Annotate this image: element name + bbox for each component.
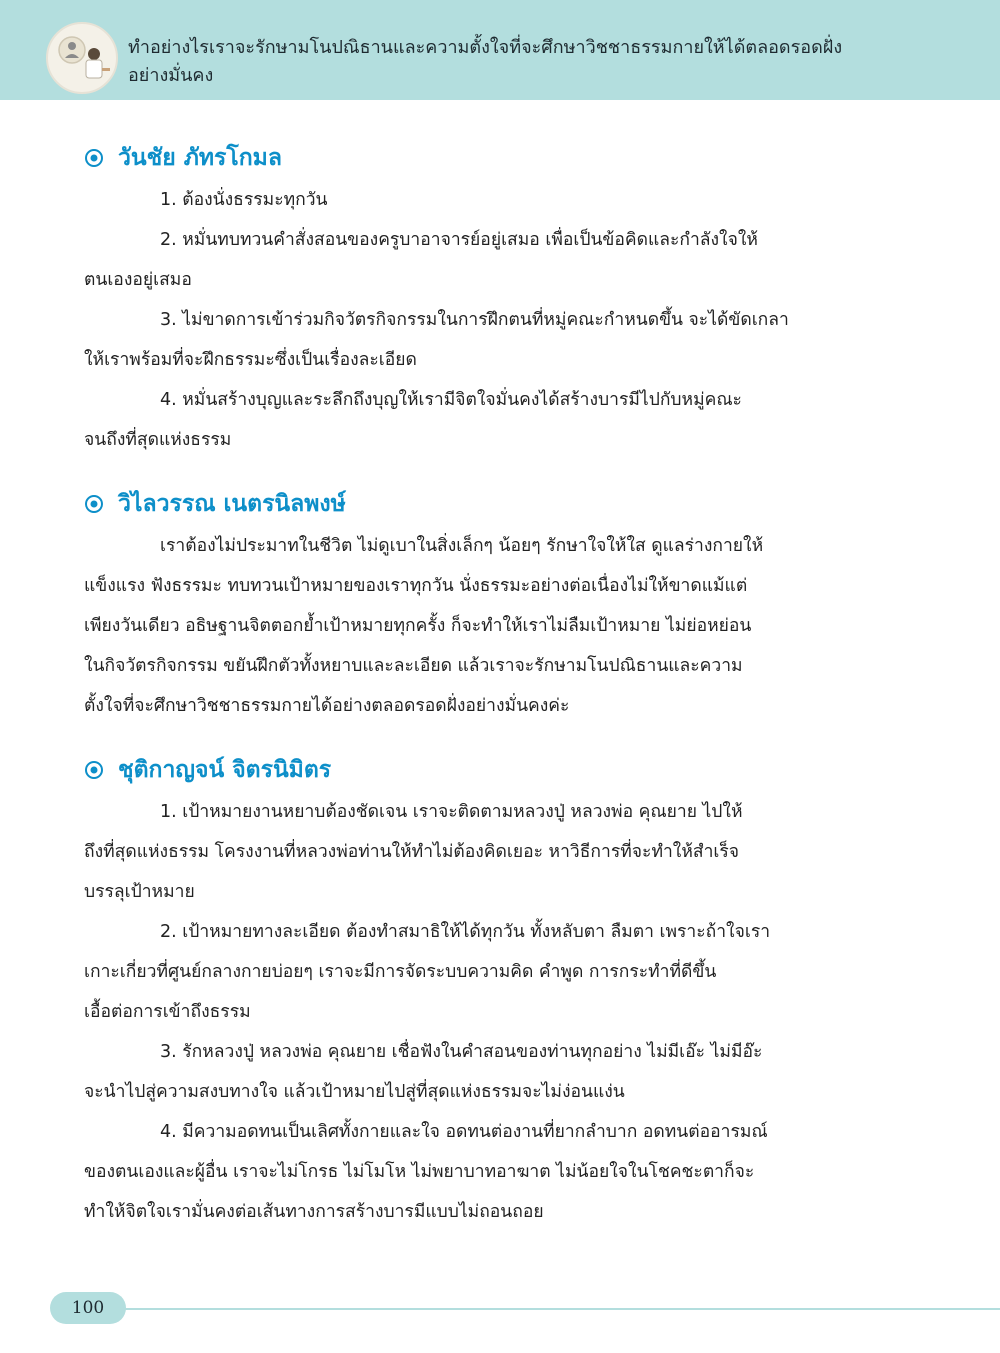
header-title-line-2: อย่างมั่นคง xyxy=(128,65,214,86)
page-number: 100 xyxy=(50,1292,126,1324)
paragraph xyxy=(84,1112,874,1232)
paragraph-line: บรรลุเป้าหมาย xyxy=(84,882,195,902)
paragraph-line: เกาะเกี่ยวที่ศูนย์กลางกายบ่อยๆ เราจะมีการจัดระบบความคิด คำพูด การกระทำที่ดีขึ้น xyxy=(84,962,717,982)
paragraph xyxy=(84,1032,874,1112)
page-content xyxy=(84,140,874,1258)
paragraph-line: ตนเองอยู่เสมอ xyxy=(84,270,192,290)
paragraph-line: 2. เป้าหมายทางละเอียด ต้องทำสมาธิให้ได้ทุกวัน ทั้งหลับตา ลืมตา เพราะถ้าใจเรา xyxy=(160,922,771,942)
section-heading xyxy=(84,140,874,176)
paragraph-line: แข็งแรง ฟังธรรมะ ทบทวนเป้าหมายของเราทุกวัน นั่งธรรมะอย่างต่อเนื่องไม่ให้ขาดแม้แต่ xyxy=(84,576,748,596)
section-1 xyxy=(84,140,874,460)
paragraph-line: เอื้อต่อการเข้าถึงธรรม xyxy=(84,1002,251,1022)
section-author-name: วิไลวรรณ เนตรนิลพงษ์ xyxy=(118,491,346,517)
section-heading xyxy=(84,752,874,788)
section-2 xyxy=(84,486,874,726)
paragraph-line: ให้เราพร้อมที่จะฝึกธรรมะซึ่งเป็นเรื่องละเอียด xyxy=(84,350,417,370)
paragraph-line: เพียงวันเดียว อธิษฐานจิตตอกย้ำเป้าหมายทุกครั้ง ก็จะทำให้เราไม่ลืมเป้าหมาย ไม่ย่อหย่อน xyxy=(84,616,752,636)
paragraph xyxy=(84,220,874,300)
paragraph-line: ถึงที่สุดแห่งธรรม โครงงานที่หลวงพ่อท่านให้ทำไม่ต้องคิดเยอะ หาวิธีการที่จะทำให้สำเร็จ xyxy=(84,842,740,862)
paragraph-line: ของตนเองและผู้อื่น เราจะไม่โกรธ ไม่โมโห ไม่พยาบาทอาฆาต ไม่น้อยใจในโชคชะตาก็จะ xyxy=(84,1162,755,1182)
paragraph-line: 1. ต้องนั่งธรรมะทุกวัน xyxy=(160,190,328,210)
paragraph-line: ในกิจวัตรกิจกรรม ขยันฝึกตัวทั้งหยาบและละเอียด แล้วเราจะรักษามโนปณิธานและความ xyxy=(84,656,743,676)
paragraph xyxy=(84,792,874,912)
section-3 xyxy=(84,752,874,1232)
paragraph xyxy=(84,180,874,220)
paragraph-line: 2. หมั่นทบทวนคำสั่งสอนของครูบาอาจารย์อยู่เสมอ เพื่อเป็นข้อคิดและกำลังใจให้ xyxy=(160,230,758,250)
paragraph-line: ทำให้จิตใจเรามั่นคงต่อเส้นทางการสร้างบารมีแบบไม่ถอนถอย xyxy=(84,1202,544,1222)
bullet-circle-icon xyxy=(84,148,104,168)
paragraph-line: 1. เป้าหมายงานหยาบต้องชัดเจน เราจะติดตามหลวงปู่ หลวงพ่อ คุณยาย ไปให้ xyxy=(160,802,743,822)
footer-divider xyxy=(110,1308,1000,1310)
bullet-circle-icon xyxy=(84,760,104,780)
paragraph xyxy=(84,380,874,460)
paragraph-line: จนถึงที่สุดแห่งธรรม xyxy=(84,430,232,450)
header-title-line-1: ทำอย่างไรเราจะรักษามโนปณิธานและความตั้งใจที่จะศึกษาวิชชาธรรมกายให้ได้ตลอดรอดฝั่ง xyxy=(128,37,843,58)
header-band xyxy=(0,0,1000,100)
paragraph-line: ตั้งใจที่จะศึกษาวิชชาธรรมกายได้อย่างตลอดรอดฝั่งอย่างมั่นคงค่ะ xyxy=(84,696,570,716)
section-heading xyxy=(84,486,874,522)
header-illustration-icon xyxy=(46,22,118,94)
section-author-name: วันชัย ภัทรโกมล xyxy=(118,145,282,171)
section-author-name: ชุติกาญจน์ จิตรนิมิตร xyxy=(118,757,332,783)
paragraph-line: 4. หมั่นสร้างบุญและระลึกถึงบุญให้เรามีจิตใจมั่นคงได้สร้างบารมีไปกับหมู่คณะ xyxy=(160,390,742,410)
paragraph-line: 3. ไม่ขาดการเข้าร่วมกิจวัตรกิจกรรมในการฝึกตนที่หมู่คณะกำหนดขึ้น จะได้ขัดเกลา xyxy=(160,310,789,330)
header-title xyxy=(128,34,988,90)
paragraph-line: เราต้องไม่ประมาทในชีวิต ไม่ดูเบาในสิ่งเล็กๆ น้อยๆ รักษาใจให้ใส ดูแลร่างกายให้ xyxy=(160,536,764,556)
paragraph xyxy=(84,526,874,726)
paragraph-line: 3. รักหลวงปู่ หลวงพ่อ คุณยาย เชื่อฟังในคำสอนของท่านทุกอย่าง ไม่มีเอ๊ะ ไม่มีอ๊ะ xyxy=(160,1042,763,1062)
paragraph xyxy=(84,300,874,380)
paragraph xyxy=(84,912,874,1032)
paragraph-line: จะนำไปสู่ความสงบทางใจ แล้วเป้าหมายไปสู่ที่สุดแห่งธรรมจะไม่ง่อนแง่น xyxy=(84,1082,625,1102)
paragraph-line: 4. มีความอดทนเป็นเลิศทั้งกายและใจ อดทนต่องานที่ยากลำบาก อดทนต่ออารมณ์ xyxy=(160,1122,768,1142)
bullet-circle-icon xyxy=(84,494,104,514)
